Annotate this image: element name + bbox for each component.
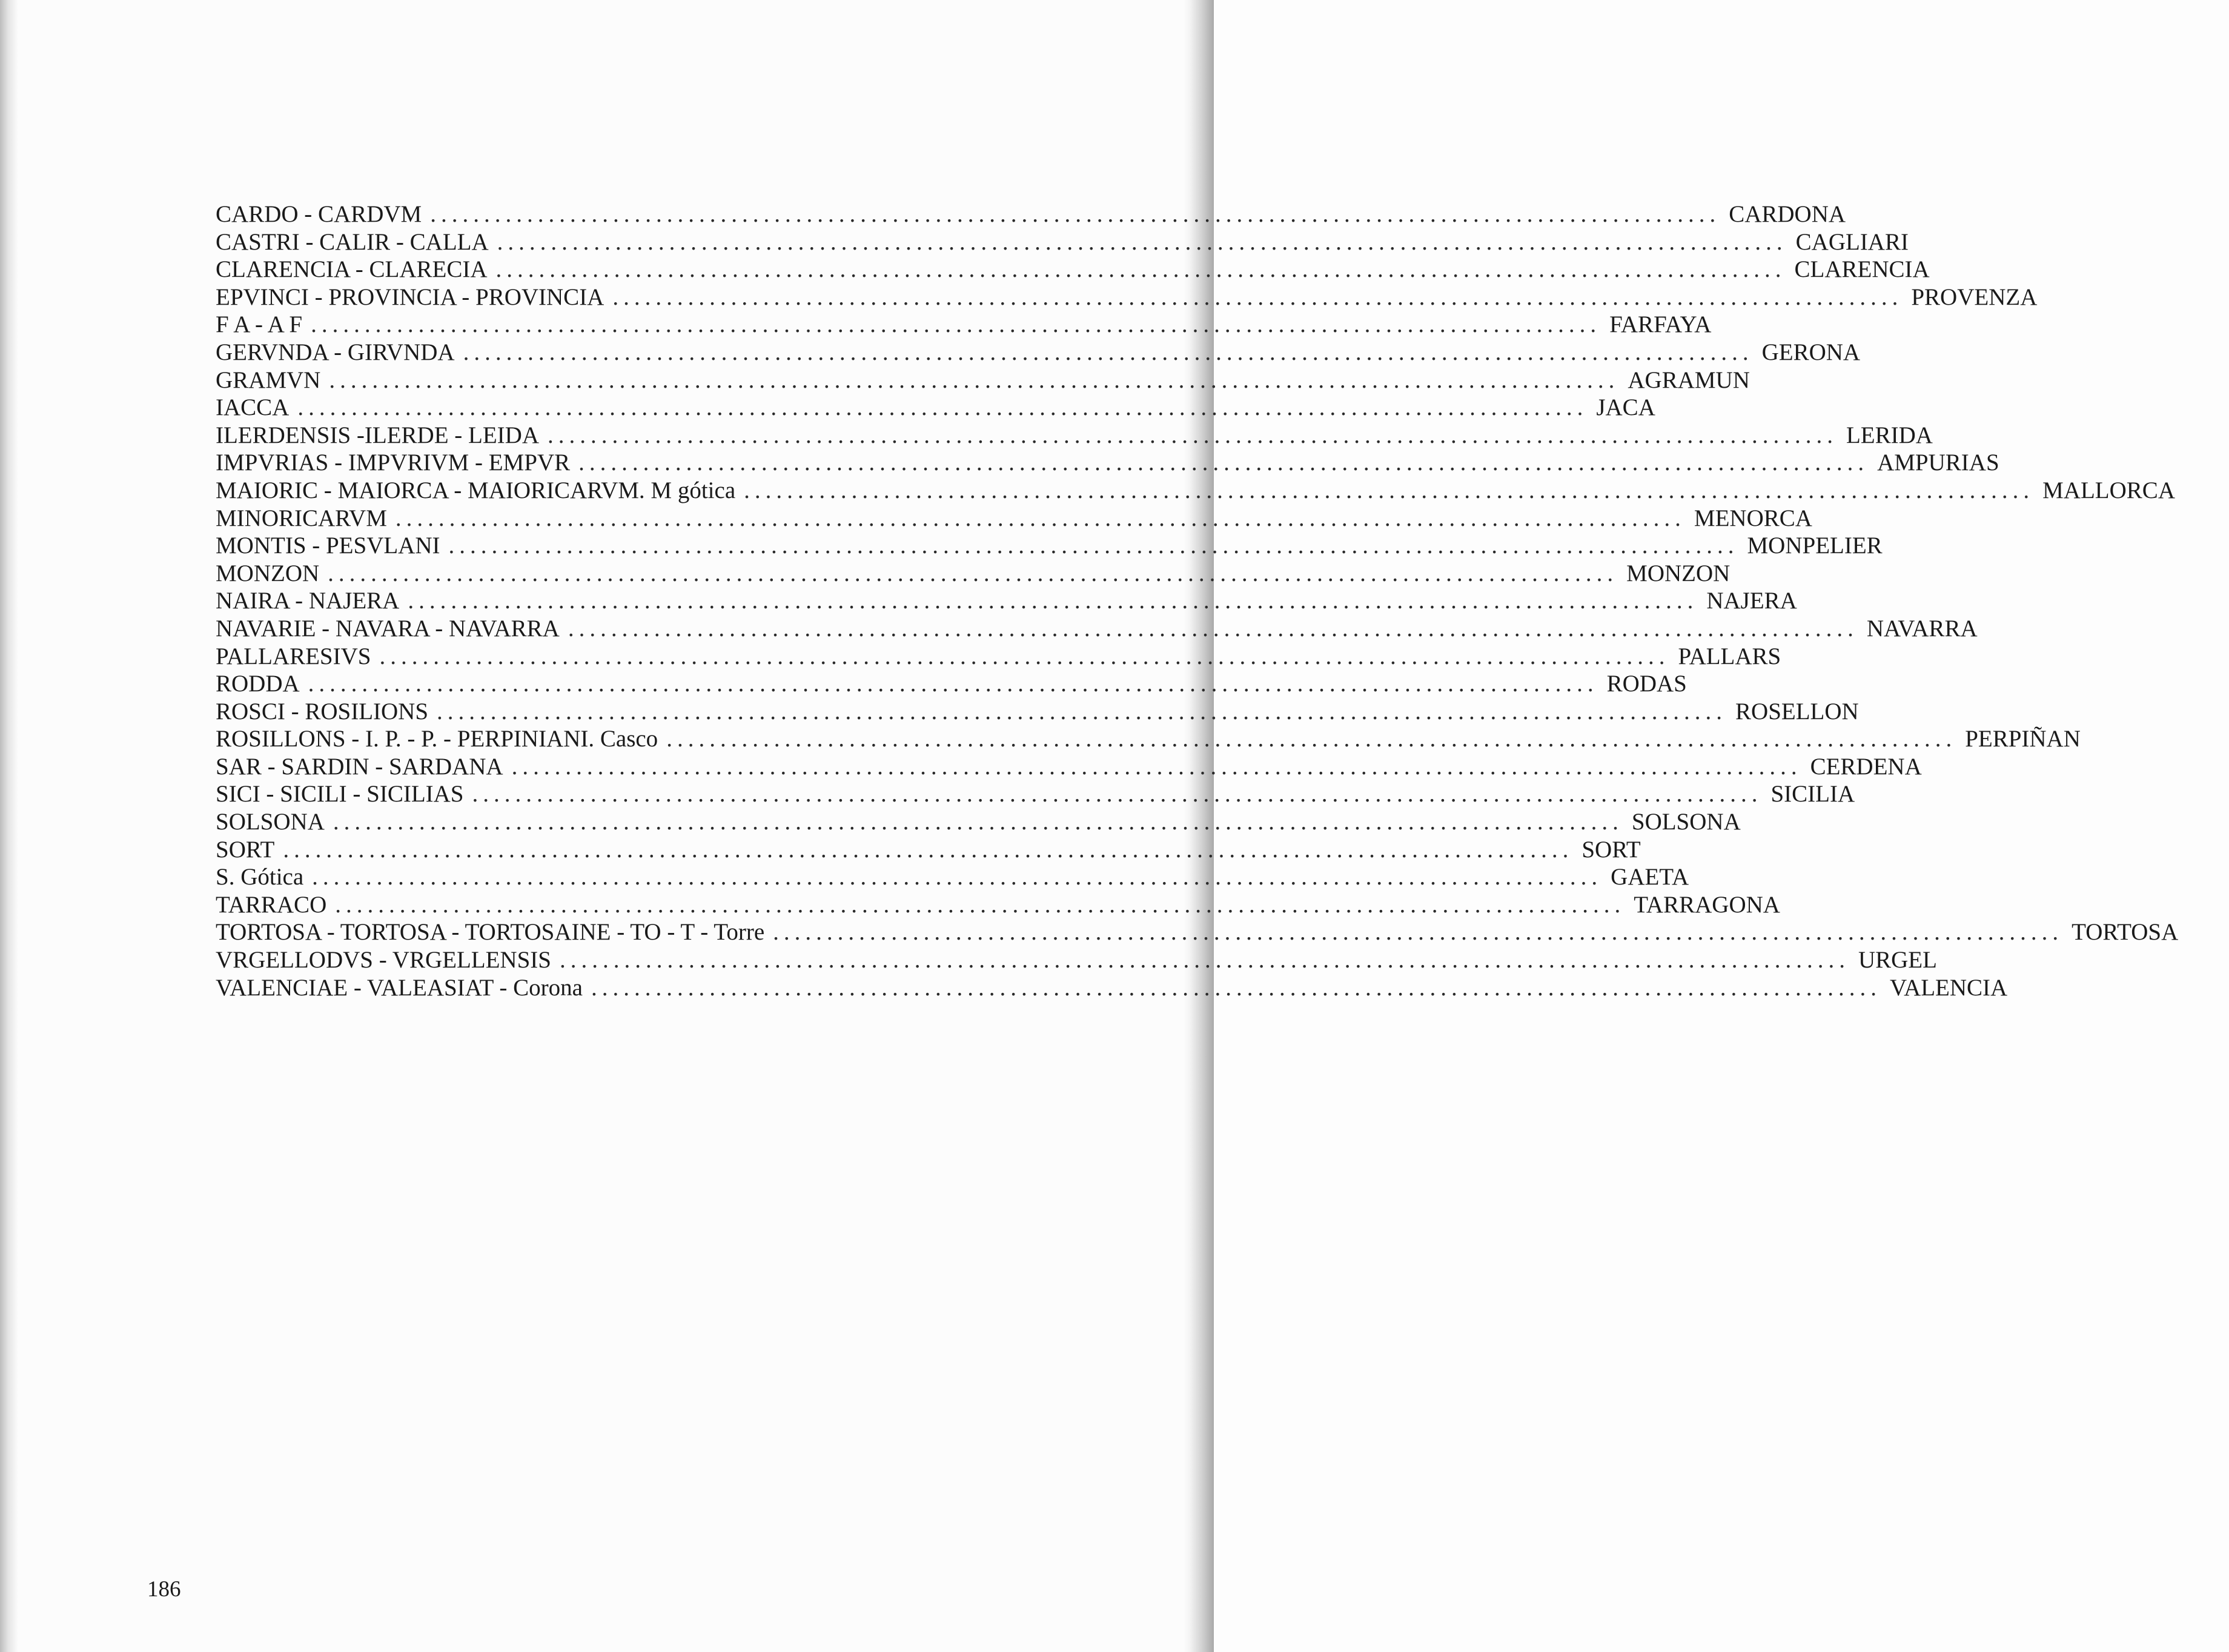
modern-place-name: ROSELLON xyxy=(1735,698,1859,725)
modern-place-name: JACA xyxy=(1596,394,1655,421)
index-entry xyxy=(216,891,1780,919)
index-entry xyxy=(216,615,1978,643)
modern-place-name: MENORCA xyxy=(1694,505,1812,531)
dot-leader: ........................................................................................................................ xyxy=(578,449,1869,476)
modern-place-name: RODAS xyxy=(1606,671,1687,697)
modern-place-name: VALENCIA xyxy=(1889,974,2008,1001)
dot-leader: ........................................................................................................................ xyxy=(511,753,1802,780)
modern-place-name: PROVENZA xyxy=(1911,284,2038,310)
modern-place-name: AMPURIAS xyxy=(1877,449,1999,476)
latin-legend: CLARENCIA - CLARECIA xyxy=(216,256,488,283)
latin-legend: SORT xyxy=(216,836,275,863)
index-entry xyxy=(216,753,1922,781)
modern-place-name: CERDENA xyxy=(1810,753,1922,780)
index-entry xyxy=(216,918,2179,946)
dot-leader: ........................................................................................................................ xyxy=(430,201,1721,227)
page-number: 186 xyxy=(147,1577,181,1602)
modern-place-name: CAGLIARI xyxy=(1795,228,1909,255)
index-entry xyxy=(216,560,1731,588)
latin-legend: IMPVRIAS - IMPVRIVM - EMPVR xyxy=(216,449,571,476)
page-left-edge-shadow xyxy=(0,0,18,1652)
index-entry xyxy=(216,836,1641,864)
dot-leader: ........................................................................................................................ xyxy=(328,560,1618,586)
index-entry xyxy=(216,863,1689,891)
index-entry xyxy=(216,422,1933,449)
latin-legend: TORTOSA - TORTOSA - TORTOSAINE - TO - T - Torre xyxy=(216,919,765,946)
index-entry xyxy=(216,974,2008,1002)
latin-legend: MINORICARVM xyxy=(216,505,387,531)
modern-place-name: PALLARS xyxy=(1678,643,1781,669)
latin-legend: VALENCIAE - VALEASIAT - Corona xyxy=(216,974,583,1001)
dot-leader: ........................................................................................................................ xyxy=(297,394,1588,421)
modern-place-name: PERPIÑAN xyxy=(1965,726,2081,752)
dot-leader: ........................................................................................................................ xyxy=(311,311,1601,338)
index-entry xyxy=(216,201,1846,228)
dot-leader: ........................................................................................................................ xyxy=(591,974,1881,1001)
latin-legend: GRAMVN xyxy=(216,367,321,393)
dot-leader: ........................................................................................................................ xyxy=(335,891,1626,918)
dot-leader: ........................................................................................................................ xyxy=(395,505,1686,531)
modern-place-name: LERIDA xyxy=(1846,422,1933,448)
modern-place-name: TORTOSA xyxy=(2072,919,2179,946)
dot-leader: ........................................................................................................................ xyxy=(495,256,1786,283)
latin-legend: RODDA xyxy=(216,671,300,697)
dot-leader: ........................................................................................................................ xyxy=(283,836,1574,863)
latin-legend: IACCA xyxy=(216,394,290,421)
latin-legend: S. Gótica xyxy=(216,864,304,891)
modern-place-name: NAVARRA xyxy=(1866,615,1978,642)
modern-place-name: CARDONA xyxy=(1729,201,1846,227)
latin-legend: F A - A F xyxy=(216,311,303,338)
index-entry xyxy=(216,725,2081,753)
dot-leader: ........................................................................................................................ xyxy=(329,367,1620,393)
dot-leader: ........................................................................................................................ xyxy=(497,228,1787,255)
index-entry xyxy=(216,780,1855,808)
latin-legend: MONZON xyxy=(216,560,320,586)
index-entry xyxy=(216,808,1741,836)
index-entry xyxy=(216,698,1859,726)
index-entry xyxy=(216,670,1687,698)
latin-legend: SOLSONA xyxy=(216,809,325,835)
latin-legend: SICI - SICILI - SICILIAS xyxy=(216,781,464,808)
latin-legend: ROSCI - ROSILIONS xyxy=(216,698,429,725)
dot-leader: ........................................................................................................................ xyxy=(612,284,1903,310)
index-entry xyxy=(216,532,1883,560)
modern-place-name: MALLORCA xyxy=(2042,477,2175,503)
index-entry xyxy=(216,256,1930,284)
index-entry xyxy=(216,587,1797,615)
latin-legend: GERVNDA - GIRVNDA xyxy=(216,339,455,365)
index-entry xyxy=(216,477,2175,505)
index-entry xyxy=(216,394,1655,422)
dot-leader: ........................................................................................................................ xyxy=(379,643,1670,669)
latin-legend: CASTRI - CALIR - CALLA xyxy=(216,228,489,255)
latin-legend: MONTIS - PESVLANI xyxy=(216,532,440,559)
dot-leader: ........................................................................................................................ xyxy=(333,809,1623,835)
modern-place-name: GAETA xyxy=(1611,864,1689,891)
index-entry xyxy=(216,284,2038,311)
dot-leader: ........................................................................................................................ xyxy=(666,726,1957,752)
index-entry xyxy=(216,449,1999,477)
modern-place-name: SOLSONA xyxy=(1631,809,1741,835)
latin-legend: MAIORIC - MAIORCA - MAIORICARVM. M gótica xyxy=(216,477,736,503)
modern-place-name: FARFAYA xyxy=(1609,311,1712,338)
dot-leader: ........................................................................................................................ xyxy=(463,339,1754,365)
dot-leader: ........................................................................................................................ xyxy=(308,671,1598,697)
modern-place-name: GERONA xyxy=(1761,339,1861,365)
index-entry xyxy=(216,339,1861,367)
latin-legend: SAR - SARDIN - SARDANA xyxy=(216,753,503,780)
index-entry xyxy=(216,228,1909,256)
index-entry xyxy=(216,367,1750,394)
modern-place-name: MONPELIER xyxy=(1747,532,1883,559)
latin-legend: EPVINCI - PROVINCIA - PROVINCIA xyxy=(216,284,604,310)
dot-leader: ........................................................................................................................ xyxy=(472,781,1763,808)
dot-leader: ........................................................................................................................ xyxy=(448,532,1739,559)
latin-legend: NAIRA - NAJERA xyxy=(216,588,400,614)
index-entry xyxy=(216,946,1937,974)
modern-place-name: SICILIA xyxy=(1770,781,1855,808)
modern-place-name: MONZON xyxy=(1626,560,1731,586)
modern-place-name: SORT xyxy=(1581,836,1641,863)
latin-legend: NAVARIE - NAVARA - NAVARRA xyxy=(216,615,560,642)
dot-leader: ........................................................................................................................ xyxy=(437,698,1727,725)
latin-legend: TARRACO xyxy=(216,891,327,918)
dot-leader: ........................................................................................................................ xyxy=(547,422,1838,448)
latin-legend: ILERDENSIS -ILERDE - LEIDA xyxy=(216,422,539,448)
latin-legend: PALLARESIVS xyxy=(216,643,371,669)
latin-legend: CARDO - CARDVM xyxy=(216,201,422,227)
latin-legend: VRGELLODVS - VRGELLENSIS xyxy=(216,947,551,974)
latin-legend: ROSILLONS - I. P. - P. - PERPINIANI. Casco xyxy=(216,726,658,752)
modern-place-name: URGEL xyxy=(1858,947,1937,974)
modern-place-name: TARRAGONA xyxy=(1634,891,1780,918)
dot-leader: ........................................................................................................................ xyxy=(559,947,1850,974)
dot-leader: ........................................................................................................................ xyxy=(408,588,1698,614)
dot-leader: ........................................................................................................................ xyxy=(744,477,2035,503)
index-entry xyxy=(216,643,1781,671)
place-name-index xyxy=(216,201,2179,1001)
modern-place-name: CLARENCIA xyxy=(1794,256,1930,283)
dot-leader: ........................................................................................................................ xyxy=(773,919,2064,946)
modern-place-name: AGRAMUN xyxy=(1628,367,1750,393)
index-entry xyxy=(216,311,1712,339)
index-entry xyxy=(216,505,1812,532)
dot-leader: ........................................................................................................................ xyxy=(312,864,1603,891)
dot-leader: ........................................................................................................................ xyxy=(568,615,1858,642)
modern-place-name: NAJERA xyxy=(1706,588,1797,614)
